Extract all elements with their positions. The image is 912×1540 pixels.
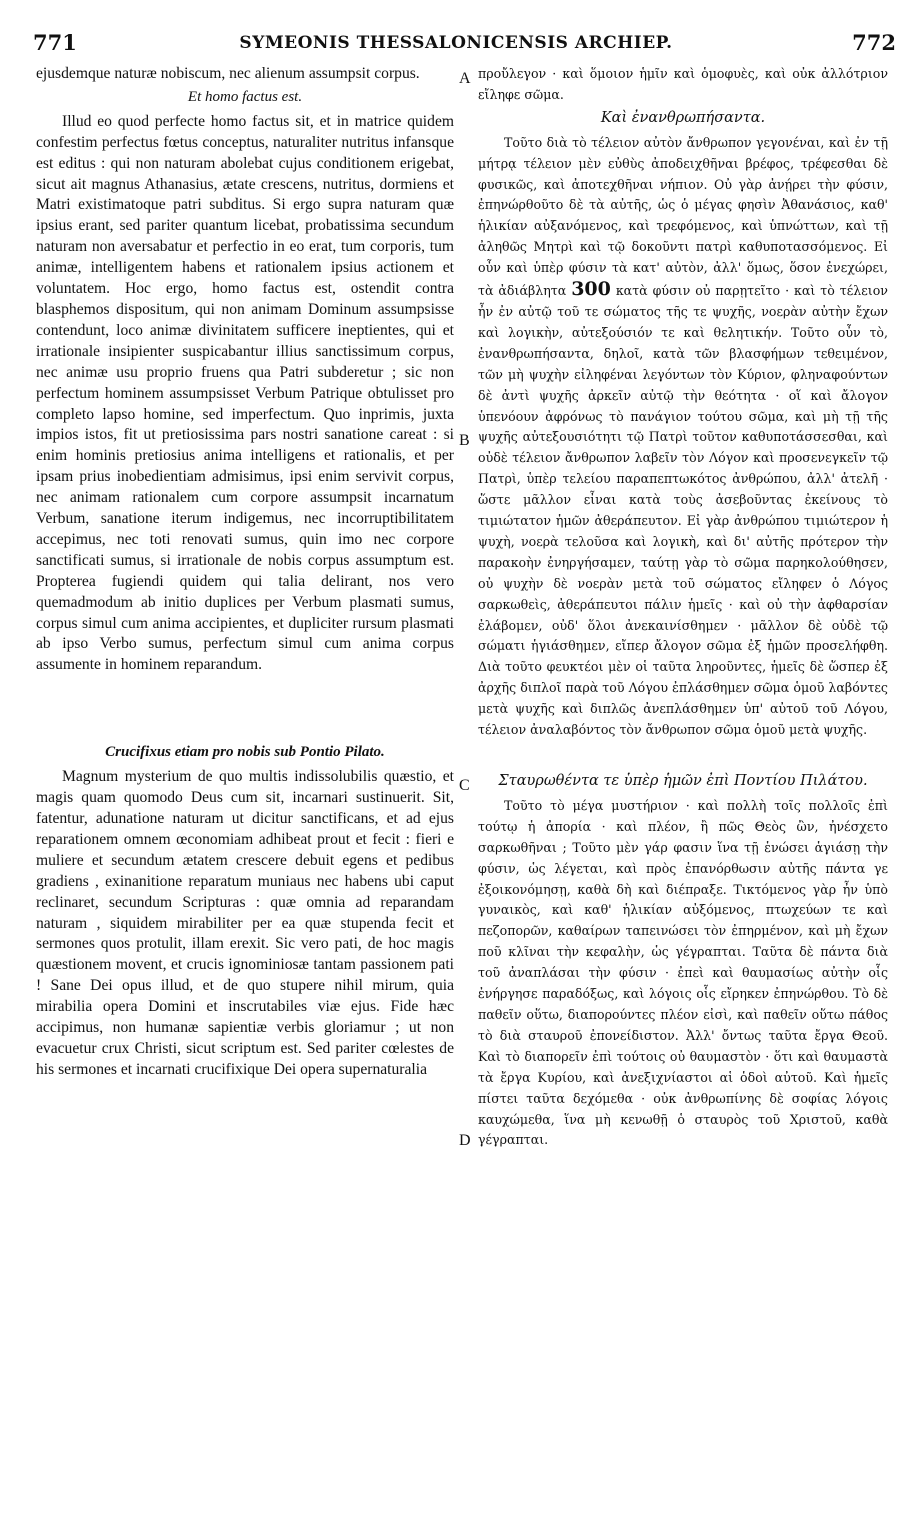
latin-paragraph: ejusdemque naturæ nobiscum, nec alienum assumpsit corpus. xyxy=(36,65,420,82)
latin-section-heading: Et homo factus est. xyxy=(187,88,303,105)
running-title: SYMEONIS THESSALONICENSIS ARCHIEP. xyxy=(239,33,673,53)
margin-marker-b: B xyxy=(459,432,470,449)
margin-marker-c: C xyxy=(459,777,470,794)
greek-paragraph: Τοῦτο τὸ μέγα μυστήριον · καὶ πολλὴ τοῖς πολλοῖς ἐπὶ τούτῳ ἡ ἀπορία · καὶ πλέον, ἢ πῶς Θεὸς ὢν, ἠνέσχετο σαρκωθῆναι ; Τοῦτο μὲν γάρ φασιν ἵνα τῇ ἑνώσει ἁγιάσῃ τὴν φύσιν, ὡς λέγεται, καὶ πρὸς ἐπανόρθωσιν αὐτῆς πάντα γε ἐξοικονόμησῃ, καθὰ δὴ καὶ διέπραξε. Τικτόμενος γὰρ ἦν ὑπὸ γυναικὸς, καὶ καθ' ἡλικίαν αὐξόμενος, πτωχεύων τε καὶ πεζοπορῶν, καθαίρων ταπεινώσει τὸν ἐπηρμένον, καὶ μὴ ἔχων ποῦ κλῖναι τὴν κεφαλὴν, ὡς γέγραπται. Ταῦτα δὲ πάντα διὰ τοῦ ἀναπλάσαι τὴν φύσιν · ἐπεὶ καὶ θαυμασίως αὐτὴν οἷς ἐνήργησε παραδόξως, καὶ λόγοις οἷς εἴρηκεν ἐπηνώρθου. Τὸ δὲ παθεῖν οὕτω, διαπορούντες πλέον εἰσὶ, καὶ παθεῖν οὕτω πάθος τὸ διὰ σταυροῦ ἐπονείδιστον. Ἀλλ' ὄντως ταῦτα ἔργα Θεοῦ. Καὶ τὸ διαπορεῖν ἐπὶ τούτοις οὐ θαυμαστὸν · ὅτι καὶ θαυμαστὰ τὰ ἔργα Κυρίου, καὶ ἀνεξιχνίαστοι αἱ ὁδοὶ αὐτοῦ. Καὶ ἡμεῖς πίστει ταῦτα δεχόμεθα · οὐκ ἀνθρωπίνης δὲ σοφίας λόγοις καυχώμεθα, ἵνα μὴ κενωθῇ ὁ σταυρὸς τοῦ Χριστοῦ, καθὰ γέγραπται. xyxy=(478,797,888,1148)
column-number: 300 xyxy=(571,278,611,301)
greek-section-heading: Καὶ ἐνανθρωπήσαντα. xyxy=(600,109,766,126)
latin-paragraph: Magnum mysterium de quo multis indissolubilis quæstio, et magis quam quomodo Deus cum sit, incarnari sustinuerit. Sit, fatentur, adunatione naturam ut dicitur sanctificans, et ad ejus reparationem omnem œconomiam adhibeat prout et fecit : fieri e muliere et secundum ætatem crescere debuit egens et pedibus gradiens , exinanitione reparatum muniaus nec habens ubi caput reclinaret, secundum Scripturas : quæ omnia ad reparandam naturam , siquidem mirabiliter per ea quæ stupenda fecit et sermones quos protulit, illam erexit. Sic vero pati, de hoc magis quæstionem movent, et crucis ignominiosæ tantam passionem pati ! Sane Dei opus illud, et de quo stupere nihil mirum, quia mirabilia opera Domini et inscrutabiles viæ ejus. Fide hæc accipimus, non humanæ sapientiæ verbis gloriamur ; ut non evacuetur crux Christi, sicut scriptum est. Sed pariter cœlestes de his sermones et incarnati crucifixique Dei opera supernaturalia xyxy=(36,768,454,1078)
greek-text-run: κατὰ φύσιν οὐ παρῃτεῖτο · καὶ τὸ τέλειον ἦν ἐν αὐτῷ τοῦ τε σώματος τῆς τε ψυχῆς, νοερὰν αὐτὴν ἔχων καὶ λογικὴν, αὐτεξούσιόν τε καὶ θελητικήν. Τοῦτο οὖν τὸ, ἐνανθρωπήσαντα, δηλοῖ, κατὰ τῶν βλασφήμων τεθειμένον, τῶν μὴ ψυχὴν εἰληφέναι λεγόντων τὸν Κύριον, φληναφούντων δὲ ἀντὶ ψυχῆς ἀρκεῖν αὐτῷ τὴν θεότητα · οἵ καὶ ἄλογον ὑπενόουν ἀφρόνως τὸ πανάγιον τούτου σῶμα, καὶ μὴ τῇ τῆς ψυχῆς αὐτεξουσιότητι τῷ Πατρὶ τοῦτον καθυποτάσσεσθαι, καὶ οὐδὲ τέλειον ἄνθρωπον λαβεῖν τὸν Λόγον καὶ προσενεγκεῖν τῷ Πατρὶ, ὑπὲρ τελείου παραπεπτωκότος ἀνθρώπου, ἀλλ' ἀτελῆ · ὥστε μᾶλλον εἶναι κατὰ τοὺς ἀσεβοῦντας ἐκείνους τὸ τιμιώτατον ἡμῶν ἀθεράπευτον. Εἰ γὰρ ἀνθρώπου τιμιώτερον ἡ ψυχὴ, νοερὰ τελοῦσα καὶ λογικὴ, καὶ δι' αὐτῆς πρότερον τὴν παρακοὴν ἐνηργήσαμεν, ταύτῃ γὰρ τὸ σῶμα παρηκολούθησεν, οὐ ψυχὴν δὲ νοερὰν μετὰ τοῦ σώματος εἴληφεν ὁ Λόγος σαρκωθεὶς, ἀθεράπευτοι πάλιν ἡμεῖς · καὶ οὐ τὴν ἀφθαρσίαν ἐλάβομεν, οὐδ' ὅλοι ἀνεκαινίσθημεν · μᾶλλον δὲ οὐδὲ τῷ σώματι ἡγιάσθημεν, εἴπερ ἄλογον σῶμα ἐξ ἡμῶν προσελήφθη. Διὰ τοῦτο φευκτέοι μὲν οἱ ταῦτα ληροῦντες, ἡμεῖς δὲ ὥσπερ ἐξ ἀρχῆς διπλοῖ παρὰ τοῦ Λόγου ἐπλάσθημεν σῶμα ὁμοῦ λαβόντες μετὰ ψυχῆς καὶ διπλῶς ἀνεπλάσθημεν ὑπ' αὐτοῦ τοῦ Λόγου, τέλειον ἀναλαβόντος τὸν ἄνθρωπον σῶμα ὁμοῦ μετὰ ψυχῆς. xyxy=(478,283,888,738)
latin-paragraph: Illud eo quod perfecte homo factus sit, et in matrice quidem confestim perfectus fœtus conceptus, naturaliter nutritus infansque est editus : qui non naturam abolebat cujus conditionem erigebat, sicut ait magnus Athanasius, ætate crescens, nutritus, dormiens et Matri existimatoque patri subditus. Si ergo supra naturam quæ ipsius erant, sed pariter quantum licebat, probatissima secundum naturam non aversabatur et perfectio in eo erat, tum corporis, tum animæ, intelligentem habens et rationalem ipsius actionem et voluntatem. Hoc ergo, homo factus est, ostendit contra blasphemos dispositum, qui non animam Dominum assumpsisse contendunt, loco animæ divinitatem sufficere ineptientes, qui et irrationale insipienter suspicabantur illius sanctissimum corpus, nec animæ usu proprio fruens qua Patri subderetur ; sic non perfectum hominem assumpsisset Verbum Patrique obtulisset pro completo lapso homine, sed imperfectum. Quo inprimis, juxta impios istos, fit ut pretiosissima pars nostri sanatione careat : si enim hominis pretiosius anima intelligens et rationalis, et per ipsam prius inobedientiam admisimus, ipsi enim servivit corpus, nec animam rationalem cum corpore assumpsit incarnatum Verbum, sanatione iterum indigemus, nec incorruptibilitatem accepimus, nec toti renovati sumus, quin imo nec corpore sanctificati sumus, si irrationale de nobis corpus assumptum est. Propterea fugiendi quidem qui talia delirant, nos vero quemadmodum ab initio duplices per Verbum plasmati sumus, corpus simul cum anima accipientes, et dupliciter rursum plasmati ab ipso Verbo sumus, perfectum simul cum anima corpus assumente in hominem reparandum. xyxy=(36,112,454,674)
greek-text-run: Τοῦτο διὰ τὸ τέλειον αὐτὸν ἄνθρωπον γεγονέναι, καὶ ἐν τῇ μήτρᾳ τέλειον μὲν εὐθὺς ἀποδειχθῆναι βρέφος, τρέφεσθαι δὲ φυσικῶς, καὶ ἀποτεχθῆναι νήπιον. Οὐ γὰρ ἀνῄρει τὴν φύσιν, ἐπηνώρθοῦτο δὲ τὰ αὐτῆς, ὡς ὁ μέγας φησὶν Ἀθανάσιος, καθ' ἡλικίαν αὐξανόμενος, καὶ τρεφόμενος, καὶ ὑπνώττων, καὶ τῇ ἀληθῶς Μητρὶ καὶ τῷ δοκοῦντι πατρὶ καθυποτασσόμενος. Εἰ οὖν καὶ ὑπὲρ φύσιν τὰ κατ' αὐτὸν, ἀλλ' ὅμως, ὅσον ἐνεχώρει, τὰ ἀδιάβλητα xyxy=(478,134,888,299)
greek-paragraph xyxy=(478,133,888,741)
greek-paragraph: προὔλεγον · καὶ ὅμοιον ἡμῖν καὶ ὁμοφυὲς, καὶ οὐκ ἀλλότριον εἴληφε σῶμα. xyxy=(478,66,888,102)
margin-marker-a: A xyxy=(459,70,471,87)
latin-column xyxy=(36,64,454,1081)
greek-section-heading: Σταυρωθέντα τε ὑπὲρ ἡμῶν ἐπὶ Ποντίου Πιλάτου. xyxy=(498,773,868,789)
right-page-number: 772 xyxy=(852,30,896,55)
margin-marker-d: D xyxy=(459,1132,471,1149)
left-page-number: 771 xyxy=(33,30,77,55)
greek-column xyxy=(478,64,888,1151)
latin-section-heading: Crucifixus etiam pro nobis sub Pontio Pilato. xyxy=(105,744,385,761)
page-header xyxy=(0,0,912,60)
